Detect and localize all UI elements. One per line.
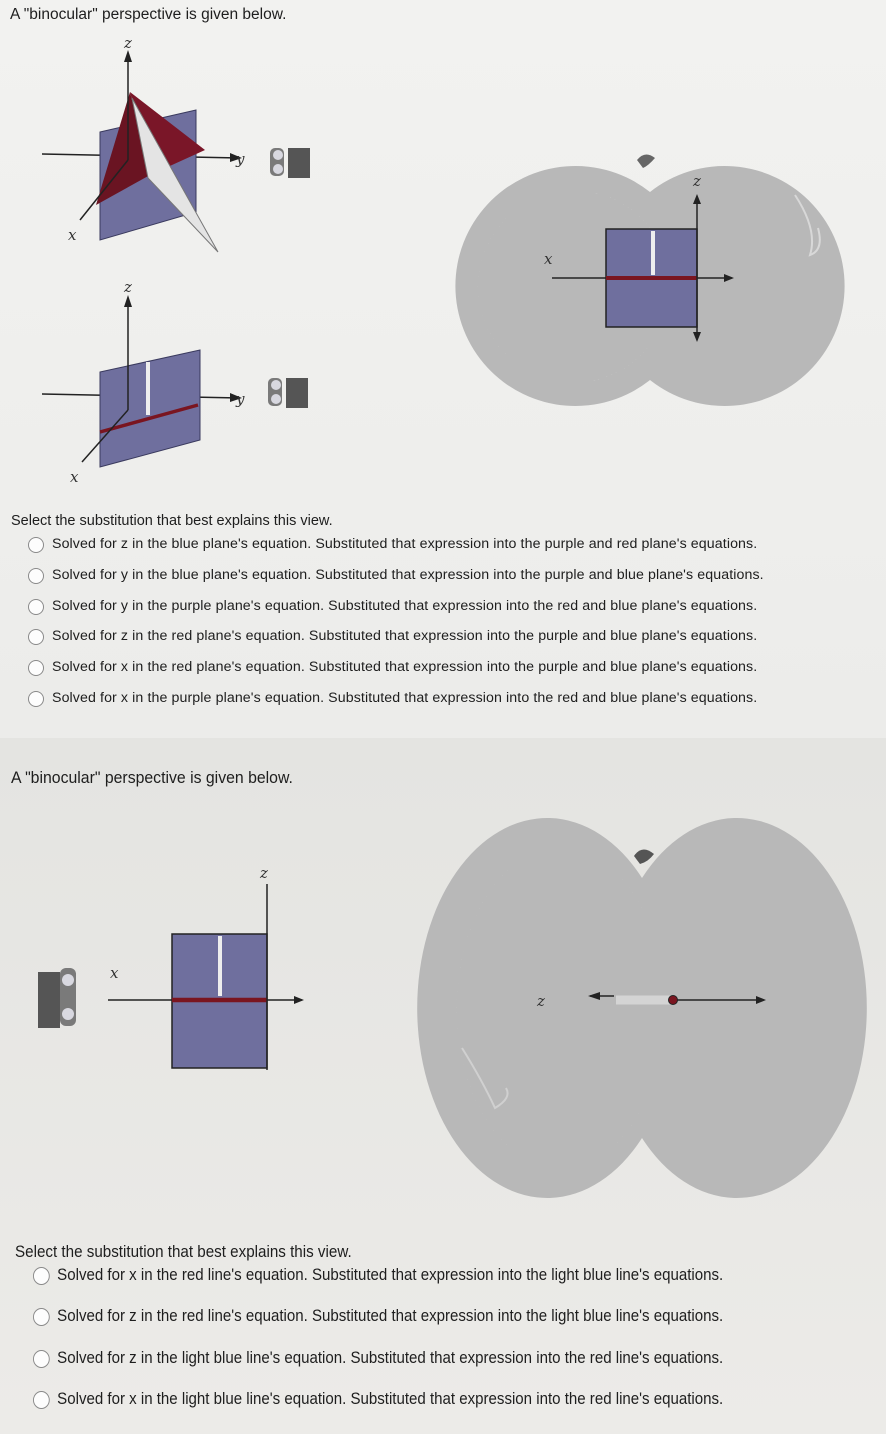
question-1-figure xyxy=(0,0,886,520)
option-item[interactable] xyxy=(28,598,764,629)
radio-button[interactable] xyxy=(33,1391,50,1409)
radio-button[interactable] xyxy=(28,660,44,676)
option-item[interactable] xyxy=(28,536,764,567)
radio-button[interactable] xyxy=(28,691,44,707)
radio-button[interactable] xyxy=(33,1308,50,1326)
binocular-view xyxy=(417,818,867,1198)
option-label: Solved for z in the light blue line's equation. Substituted that expression into the red line's equations. xyxy=(57,1348,724,1367)
binoculars-icon xyxy=(270,148,310,178)
question-1-options xyxy=(28,536,764,721)
binocular-frame xyxy=(417,818,867,1198)
binoculars-icon xyxy=(268,378,308,408)
binoculars-icon xyxy=(38,968,76,1028)
option-label: Solved for x in the red line's equation. Substituted that expression into the light blue line's equations. xyxy=(57,1266,724,1284)
front-view xyxy=(38,864,304,1070)
option-item[interactable] xyxy=(28,628,764,659)
z-axis-label: z xyxy=(260,864,268,882)
x-axis-label: x xyxy=(544,250,553,268)
option-label: Solved for z in the red line's equation. Substituted that expression into the light blue line's equations. xyxy=(57,1307,724,1326)
question-2-options xyxy=(33,1266,775,1431)
option-label: Solved for y in the blue plane's equation. Substituted that expression into the purple and blue plane's equations. xyxy=(52,566,764,583)
z-axis-label: z xyxy=(124,278,132,296)
option-label: Solved for z in the red plane's equation. Substituted that expression into the purple and blue plane's equations. xyxy=(52,628,758,645)
option-label: Solved for z in the blue plane's equation. Substituted that expression into the purple and red plane's equations. xyxy=(52,536,758,552)
x-axis-label: x xyxy=(70,468,79,486)
y-axis-label: y xyxy=(236,150,245,168)
question-2-figure xyxy=(0,738,886,1238)
option-label: Solved for x in the red plane's equation. Substituted that expression into the purple and blue plane's equations. xyxy=(52,659,758,676)
plane-3d-view xyxy=(42,278,308,486)
radio-button[interactable] xyxy=(33,1267,50,1285)
option-item[interactable] xyxy=(33,1349,723,1390)
option-item[interactable] xyxy=(28,659,764,690)
option-label: Solved for x in the purple plane's equation. Substituted that expression into the red and blue plane's equations. xyxy=(52,689,758,706)
option-item[interactable] xyxy=(33,1266,723,1307)
z-axis-label: z xyxy=(124,34,132,52)
x-axis-arrow-icon xyxy=(294,996,304,1004)
x-axis-label: x xyxy=(68,226,77,244)
frame-notch xyxy=(637,154,655,168)
option-label: Solved for y in the purple plane's equation. Substituted that expression into the red and blue plane's equations. xyxy=(52,597,758,614)
binocular-view xyxy=(455,154,844,406)
radio-button[interactable] xyxy=(28,629,44,645)
y-axis-label: y xyxy=(236,390,245,408)
z-axis-label: z xyxy=(693,172,701,190)
question-2-prompt: Select the substitution that best explains this view. xyxy=(15,1243,352,1261)
frame-notch xyxy=(634,849,654,864)
radio-button[interactable] xyxy=(28,599,44,615)
option-item[interactable] xyxy=(33,1390,723,1431)
x-axis-label: x xyxy=(110,964,119,982)
z-axis-arrow-icon xyxy=(124,295,132,307)
option-label: Solved for x in the light blue line's equation. Substituted that expression into the red line's equations. xyxy=(57,1389,724,1408)
option-item[interactable] xyxy=(28,690,764,721)
option-item[interactable] xyxy=(28,567,764,598)
radio-button[interactable] xyxy=(28,568,44,584)
question-1-prompt: Select the substitution that best explains this view. xyxy=(11,513,333,529)
question-1-title: A "binocular" perspective is given below. xyxy=(10,6,287,23)
three-planes-3d-view xyxy=(42,34,310,252)
option-item[interactable] xyxy=(33,1307,723,1348)
radio-button[interactable] xyxy=(28,537,44,553)
question-2-panel xyxy=(0,738,886,1434)
red-line-point xyxy=(669,996,678,1005)
radio-button[interactable] xyxy=(33,1350,50,1368)
z-axis-label: z xyxy=(537,992,545,1010)
question-2-title: A "binocular" perspective is given below. xyxy=(11,768,293,787)
